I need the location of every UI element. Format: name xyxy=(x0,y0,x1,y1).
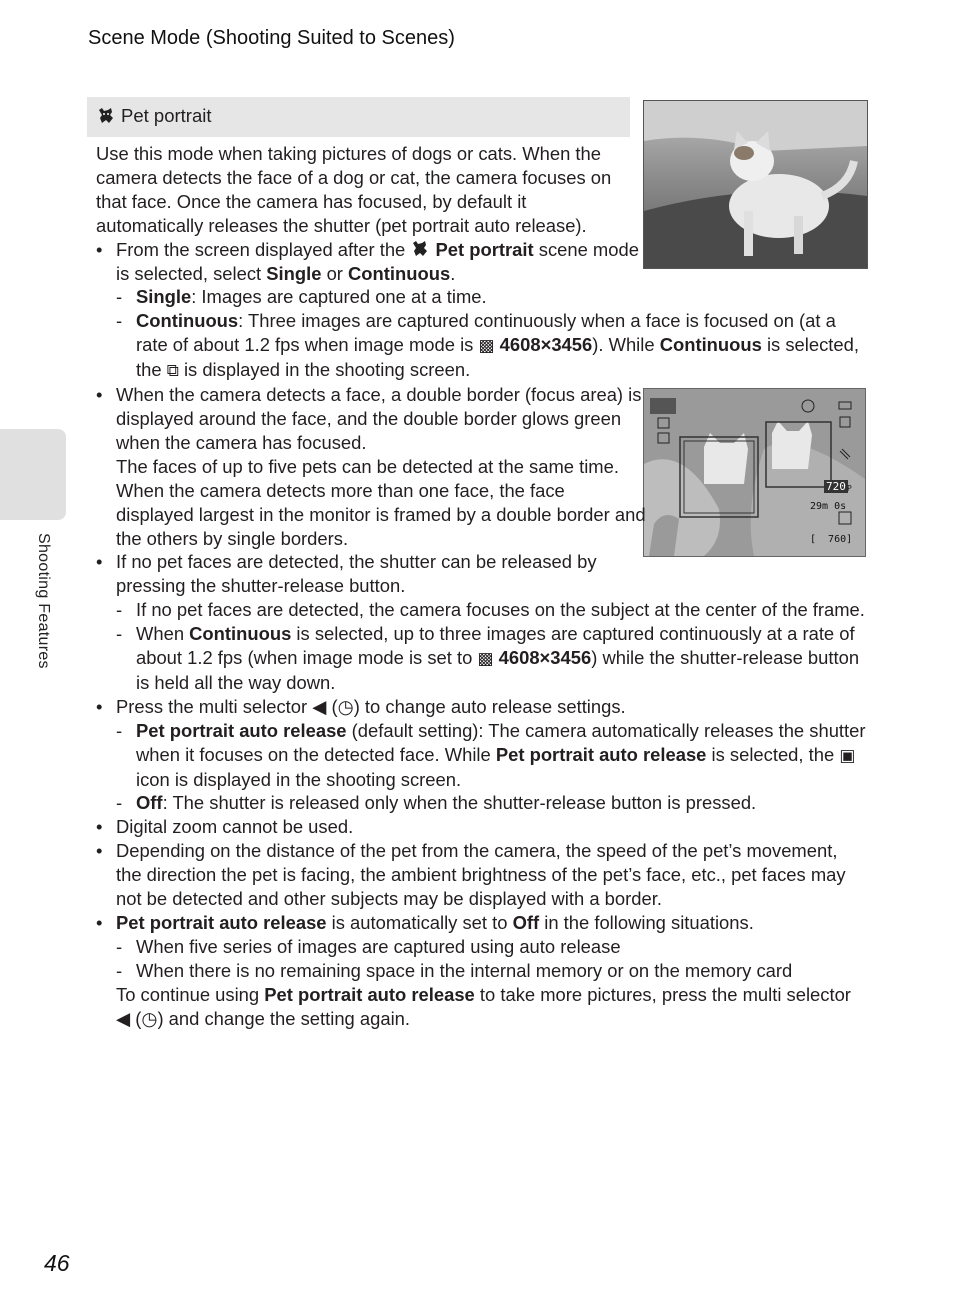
text-bold: Continuous xyxy=(659,334,762,356)
bullet-4-dash-1 xyxy=(96,719,866,792)
intro-paragraph: Use this mode when taking pictures of dogs or cats. When the camera detects the face of a dog or cat, the camera focuses on that face. Once the camera has focused, by default it automatically releases the shutter (pet portrait auto release). xyxy=(96,143,612,236)
image-size-label: 720 xyxy=(826,480,846,493)
text-bold: 4608×3456 xyxy=(499,334,593,356)
text: ) while the shutter-release button is held all the way down. xyxy=(136,647,860,693)
remaining-shots: [ 760] xyxy=(810,534,853,545)
text: ) and change the setting again. xyxy=(157,1007,411,1029)
continuous-icon: ⧉ xyxy=(166,361,179,381)
text: is selected, the xyxy=(706,743,840,765)
section-heading xyxy=(96,105,212,127)
bullet-3-dash-1: - If no pet faces are detected, the camera focuses on the subject at the center of the frame. xyxy=(96,598,866,622)
image-mode-16m-icon: ▩ xyxy=(478,336,495,356)
left-arrow-icon: ◀ xyxy=(312,695,327,717)
remaining-time: 29m 0s xyxy=(810,501,847,512)
bullet-3: • If no pet faces are detected, the shutter can be released by pressing the shutter-release button. xyxy=(96,550,646,598)
bullet-6: • Depending on the distance of the pet from the camera, the speed of the pet’s movement, the direction the pet is facing, the ambient brightness of the pet’s face, etc., pet faces may not be detected and other subjects may be displayed with a border. xyxy=(96,839,866,911)
text: (default setting): The camera automatically releases the shutter when it focuses on the detected face. While xyxy=(136,719,866,765)
bullet-2 xyxy=(96,383,646,550)
text: or xyxy=(321,262,349,284)
text: in the following situations. xyxy=(539,912,754,933)
bullet-1 xyxy=(96,238,646,286)
text: : Three images are captured continuously when a face is focused on (at a rate of about 1.2 fps when image mode is xyxy=(136,310,836,356)
text: ) to change auto release settings. xyxy=(353,695,626,717)
text-bold: Continuous xyxy=(348,262,451,284)
text-bold: Continuous xyxy=(189,623,292,645)
bullet-4 xyxy=(96,695,866,719)
self-timer-icon: ◷ xyxy=(337,695,354,717)
text-bold: Pet portrait auto release xyxy=(495,743,707,765)
text: ( xyxy=(130,1007,142,1029)
auto-release-icon: ▣ xyxy=(839,745,856,765)
text: is displayed in the shooting screen. xyxy=(178,359,471,381)
text: is automatically set to xyxy=(326,912,513,933)
text-bold: 4608×3456 xyxy=(498,647,592,669)
text: The faces of up to five pets can be detected at the same time. When the camera detects more than one face, the face displayed largest in the monitor is framed by a double border and the others by single borders. xyxy=(116,455,646,549)
left-arrow-icon: ◀ xyxy=(116,1007,131,1029)
text: Press the multi selector xyxy=(116,695,313,717)
text: icon is displayed in the shooting screen. xyxy=(136,768,462,790)
text-bold: Continuous xyxy=(136,310,239,332)
text-bold: Pet portrait xyxy=(435,238,534,260)
self-timer-icon: ◷ xyxy=(141,1007,158,1029)
text-bold: Single xyxy=(136,286,192,308)
side-tab xyxy=(0,429,66,520)
bullet-7-dash-2: - When there is no remaining space in the internal memory or on the memory card xyxy=(96,959,866,983)
text: When the camera detects a face, a double border (focus area) is displayed around the face, and the double border glows green when the camera has focused. xyxy=(116,384,642,453)
page-header: Scene Mode (Shooting Suited to Scenes) xyxy=(88,27,455,49)
text: From the screen displayed after the xyxy=(116,238,411,260)
text: to take more pictures, press the multi selector xyxy=(474,983,851,1005)
image-size-suffix: P xyxy=(847,484,852,493)
bullet-3-dash-2 xyxy=(96,622,866,695)
text-bold: Single xyxy=(266,262,322,284)
bullet-7-tail xyxy=(96,983,866,1031)
text-bold: Off xyxy=(512,912,540,933)
text-bold: Pet portrait auto release xyxy=(136,719,347,741)
text: ). While xyxy=(592,334,660,356)
text-bold: Pet portrait auto release xyxy=(116,912,327,933)
bullet-4-dash-2 xyxy=(96,791,866,815)
image-mode-16m-icon: ▩ xyxy=(477,649,494,669)
text: is selected, the xyxy=(136,334,859,381)
text: : The shutter is released only when the shutter-release button is pressed. xyxy=(162,792,757,814)
bullet-1-dash-continuous xyxy=(96,309,866,383)
text: : Images are captured one at a time. xyxy=(191,286,487,308)
pet-portrait-icon xyxy=(410,239,430,259)
section-title: Pet portrait xyxy=(121,105,212,126)
text: . xyxy=(450,262,456,284)
text: scene mode is selected, select xyxy=(116,238,639,284)
side-tab-label: Shooting Features xyxy=(35,533,52,669)
text-bold: Pet portrait auto release xyxy=(264,983,475,1005)
bullet-7-dash-1: - When five series of images are captured using auto release xyxy=(96,935,866,959)
text: To continue using xyxy=(116,983,265,1005)
text: ( xyxy=(326,695,338,717)
pet-portrait-icon xyxy=(96,106,116,126)
text-bold: Off xyxy=(136,792,163,814)
bullet-1-dash-single xyxy=(96,285,866,309)
bullet-7 xyxy=(96,911,866,935)
text: When xyxy=(136,623,190,645)
text: is selected, up to three images are captured continuously at a rate of about 1.2 fps (when image mode is set to xyxy=(136,623,855,669)
bullet-5: • Digital zoom cannot be used. xyxy=(96,815,866,839)
body-text xyxy=(96,142,866,1031)
page-number: 46 xyxy=(44,1250,70,1276)
